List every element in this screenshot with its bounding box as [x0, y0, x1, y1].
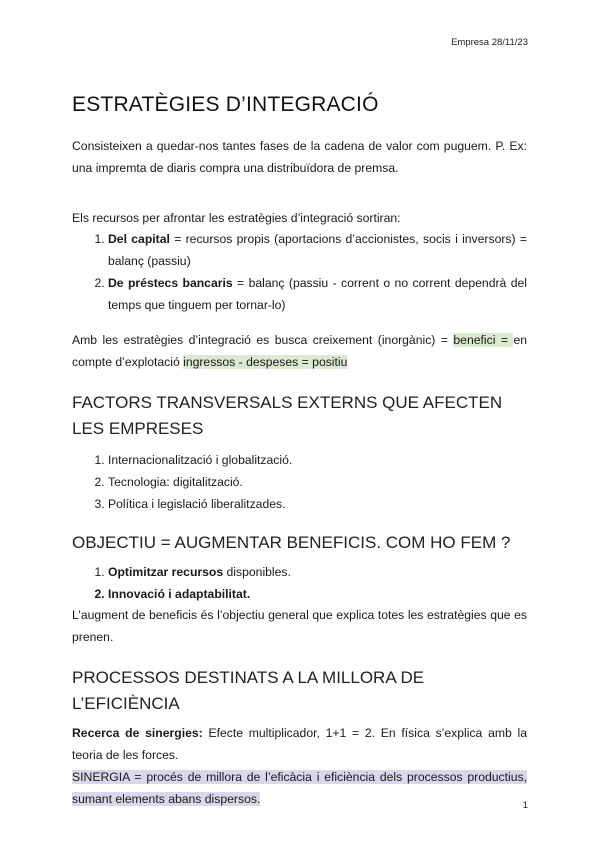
highlight-formula: ingressos - despeses = positiu	[183, 355, 348, 369]
synergy-text: Efecte multiplicador, 1+1 = 2. En física s’explica amb la teoria de les forces.	[72, 726, 527, 763]
list-item	[108, 562, 527, 584]
intro-paragraph: Consisteixen a quedar-nos tantes fases de la cadena de valor com puguem. P. Ex: una impremta de diaris compra una distribuïdora de premsa.	[72, 139, 527, 175]
section-title-integration: ESTRATÈGIES D’INTEGRACIÓ	[72, 93, 379, 116]
section-title-objective: OBJECTIU = AUGMENTAR BENEFICIS. COM HO FEM ?	[72, 532, 511, 552]
highlight-synergy: SINERGIA = procés de millora de l’eficàcia i eficiència dels processos productius, sumant elements abans dispersos.	[72, 769, 527, 806]
list-item: 2. Tecnologia: digitalització.	[108, 472, 527, 494]
list-item-text: = balanç (passiu - corrent o no corrent dependrà del temps que tinguem per tornar-lo)	[108, 275, 527, 312]
section-title-factors: FACTORS TRANSVERSALS EXTERNS QUE AFECTEN LES EMPRESES	[72, 392, 503, 439]
growth-paragraph	[72, 330, 527, 373]
list-item-bold: Innovació i adaptabilitat.	[108, 586, 251, 601]
list-item: 3. Política i legislació liberalitzades.	[108, 494, 527, 516]
page-number: 1	[522, 800, 528, 811]
resources-intro: Els recursos per afrontar les estratègies d’integració sortiran:	[72, 210, 401, 225]
list-item-bold: Del capital	[108, 232, 170, 247]
synergy-label: Recerca de sinergies:	[72, 726, 203, 741]
highlight-benefit: benefici =	[453, 333, 514, 348]
list-item-bold: De préstecs bancaris	[108, 275, 233, 290]
synergy-definition	[72, 767, 527, 810]
list-item-bold: Optimitzar recursos	[108, 564, 224, 579]
list-item: 1. Internacionalització i globalització.	[108, 450, 527, 472]
growth-text: en compte d’explotació	[72, 333, 527, 369]
objective-list	[72, 562, 527, 605]
list-item	[108, 584, 527, 606]
resources-list	[72, 229, 527, 316]
factors-list	[72, 450, 527, 515]
list-item-text: disponibles.	[223, 564, 291, 579]
document-body	[72, 92, 527, 810]
list-item	[108, 229, 527, 272]
header-date: Empresa 28/11/23	[451, 37, 528, 48]
section-title-efficiency: PROCESSOS DESTINATS A LA MILLORA DE L’EFICIÈNCIA	[72, 667, 425, 714]
list-item	[108, 273, 527, 316]
growth-text: Amb les estratègies d’integració es busca creixement (inorgànic) =	[72, 333, 454, 348]
objective-conclusion: L’augment de beneficis és l’objectiu general que explica totes les estratègies que es prenen.	[72, 608, 527, 645]
list-item-text: = recursos propis (aportacions d’accionistes, socis i inversors) = balanç (passiu)	[108, 232, 527, 269]
synergy-paragraph	[72, 723, 527, 766]
